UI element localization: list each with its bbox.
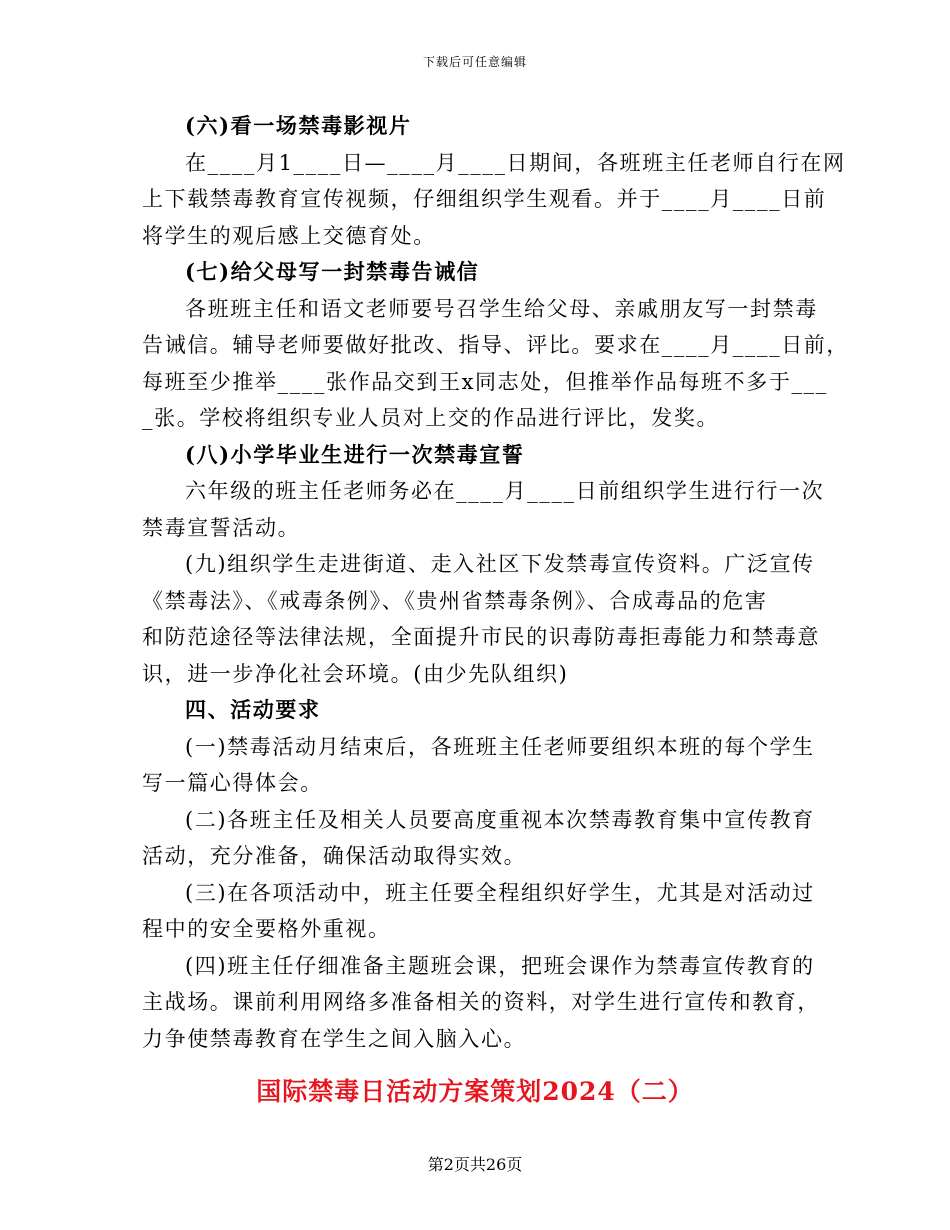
paragraph-line: 写一篇心得体会。 [142, 771, 323, 795]
paragraph-line: (九)组织学生走进街道、走入社区下发禁毒宣传资料。广泛宣传 [185, 552, 815, 576]
paragraph-line: 在____月1____日—____月____日期间，各班班主任老师自行在网 [185, 150, 846, 175]
paragraph-line: _张。学校将组织专业人员对上交的作品进行评比，发奖。 [142, 406, 720, 430]
paragraph-line: 将学生的观后感上交德育处。 [142, 223, 436, 248]
paragraph-line: 《禁毒法》、《戒毒条例》、《贵州省禁毒条例》、合成毒品的危害 [142, 588, 768, 613]
paragraph-line: 力争使禁毒教育在学生之间入脑入心。 [142, 1026, 527, 1051]
paragraph-line: 识，进一步净化社会环境。(由少先队组织) [142, 661, 569, 686]
paragraph-line: (一)禁毒活动月结束后，各班班主任老师要组织本班的每个学生 [185, 734, 815, 759]
section-heading: (六)看一场禁毒影视片 [185, 113, 412, 138]
page-number-footer: 第2页共26页 [427, 1155, 523, 1174]
section-heading: (八)小学毕业生进行一次禁毒宣誓 [185, 441, 525, 467]
paragraph-line: 和防范途径等法律法规，全面提升市民的识毒防毒拒毒能力和禁毒意 [142, 625, 820, 649]
paragraph-line: (二)各班主任及相关人员要高度重视本次禁毒教育集中宣传教育 [185, 807, 815, 832]
paragraph-line: 禁毒宣誓活动。 [142, 515, 301, 540]
paragraph-line: 上下载禁毒教育宣传视频，仔细组织学生观看。并于____月____日前 [142, 187, 827, 211]
paragraph-line: 活动，充分准备，确保活动取得实效。 [142, 844, 527, 868]
section-heading: 四、活动要求 [185, 697, 321, 722]
paragraph-line: 告诫信。辅导老师要做好批改、指导、评比。要求在____月____日前， [142, 333, 849, 357]
paragraph-line: 每班至少推举____张作品交到王x同志处，但推举作品每班不多于___ [142, 369, 828, 394]
page-header-note: 下载后可任意编辑 [422, 55, 527, 69]
paragraph-line: (三)在各项活动中，班主任要全程组织好学生，尤其是对活动过 [185, 880, 815, 905]
section-heading: (七)给父母写一封禁毒告诫信 [185, 259, 480, 284]
paragraph-line: 六年级的班主任老师务必在____月____日前组织学生进行行一次 [185, 479, 825, 503]
paragraph-line: 各班班主任和语文老师要号召学生给父母、亲戚朋友写一封禁毒 [185, 296, 818, 321]
document-title: 国际禁毒日活动方案策划2024（二） [256, 1077, 694, 1106]
paragraph-line: 主战场。课前利用网络多准备相关的资料，对学生进行宣传和教育， [142, 990, 820, 1014]
document-body [142, 108, 849, 1057]
paragraph-line: 程中的安全要格外重视。 [142, 917, 391, 941]
paragraph-line: (四)班主任仔细准备主题班会课，把班会课作为禁毒宣传教育的 [185, 953, 815, 978]
